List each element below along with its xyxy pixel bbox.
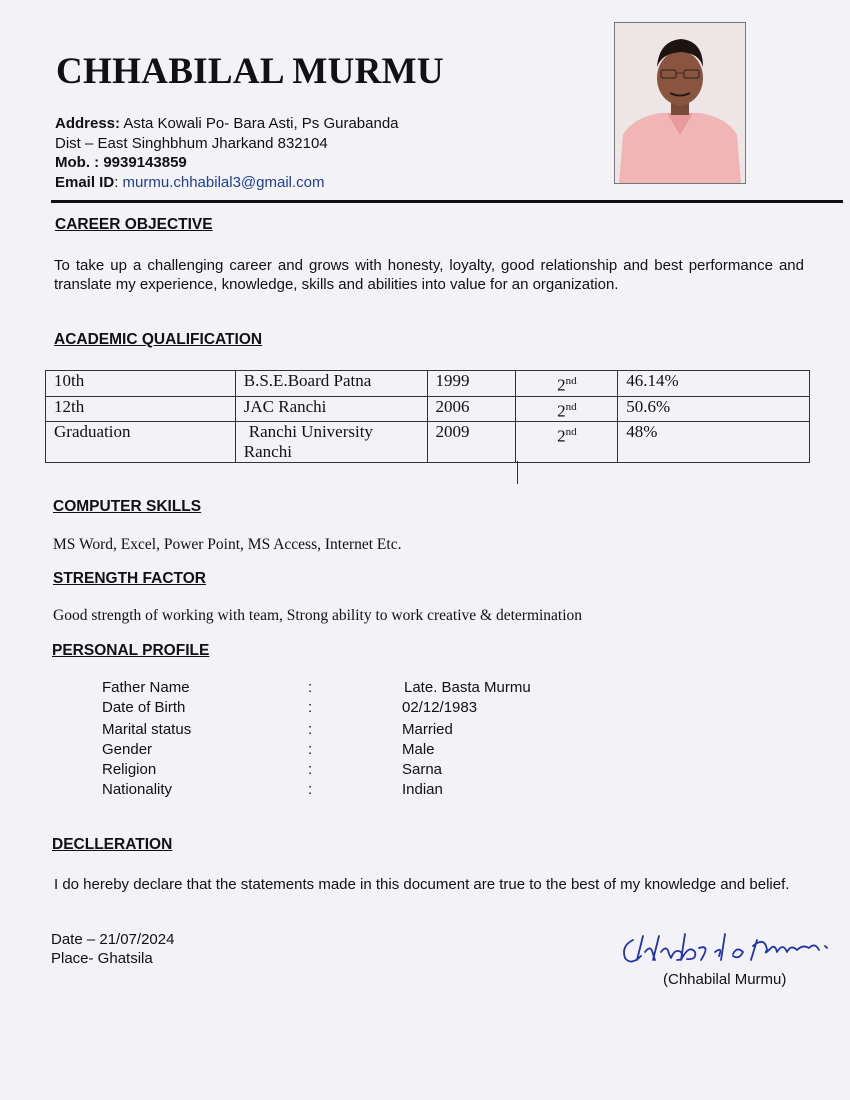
career-objective-heading: CAREER OBJECTIVE <box>55 216 213 233</box>
level-cell: 12th <box>46 396 236 422</box>
personal-profile-heading: PERSONAL PROFILE <box>52 642 210 659</box>
board-cell: B.S.E.Board Patna <box>235 371 427 397</box>
board-cell: JAC Ranchi <box>235 396 427 422</box>
computer-skills-heading: COMPUTER SKILLS <box>53 498 202 515</box>
address-line-2: Dist – East Singhbhum Jharkand 832104 <box>55 134 328 152</box>
table-row <box>46 371 810 397</box>
address-line-1: Asta Kowali Po- Bara Asti, Ps Gurabanda <box>123 115 399 132</box>
handwritten-signature-icon <box>615 926 845 972</box>
percent-cell: 46.14% <box>618 371 810 397</box>
division-cell: 2nd <box>516 422 618 463</box>
computer-skills-text: MS Word, Excel, Power Point, MS Access, Internet Etc. <box>53 536 402 553</box>
career-objective-text: To take up a challenging career and grows with honesty, loyalty, good relationship and best performance and translate my experience, knowledge, skills and abilities into value for an organization. <box>54 257 804 293</box>
address-label: Address: <box>55 115 121 132</box>
mobile-number: 9939143859 <box>103 154 187 171</box>
table-row <box>46 396 810 422</box>
email-label: Email ID <box>55 173 115 191</box>
year-cell: 2006 <box>427 396 516 422</box>
address-row <box>55 114 399 134</box>
person-photo-icon <box>615 23 745 183</box>
division-cell: 2nd <box>516 371 618 397</box>
mobile-label: Mob. : <box>55 154 100 171</box>
declaration-date: Date – 21/07/2024 <box>51 931 175 948</box>
percent-cell: 50.6% <box>618 396 810 422</box>
strength-heading: STRENGTH FACTOR <box>53 570 206 587</box>
profile-photo <box>614 22 746 184</box>
email-address: murmu.chhabilal3@gmail.com <box>122 173 325 191</box>
year-cell: 2009 <box>427 422 516 463</box>
signature-name: (Chhabilal Murmu) <box>663 971 787 988</box>
strength-text: Good strength of working with team, Strong ability to work creative & determination <box>53 607 583 624</box>
declaration-text: I do hereby declare that the statements made in this document are true to the best of my knowledge and belief. <box>54 876 790 893</box>
year-cell: 1999 <box>427 371 516 397</box>
resume-name: CHHABILAL MURMU <box>56 51 444 92</box>
board-cell: Ranchi University Ranchi <box>235 422 427 463</box>
declaration-place: Place- Ghatsila <box>51 950 153 967</box>
division-cell: 2nd <box>516 396 618 422</box>
level-cell: Graduation <box>46 422 236 463</box>
email-row: Email ID: murmu.chhabilal3@gmail.com <box>55 173 325 191</box>
academic-heading: ACADEMIC QUALIFICATION <box>54 331 263 348</box>
header-divider <box>51 200 843 203</box>
contact-block <box>55 114 399 192</box>
declaration-heading: DECLLERATION <box>52 836 173 853</box>
signature-image <box>615 926 845 972</box>
academic-table <box>45 370 810 463</box>
table-stray-line <box>517 461 518 484</box>
percent-cell: 48% <box>618 422 810 463</box>
mobile-row <box>55 153 399 173</box>
level-cell: 10th <box>46 371 236 397</box>
table-row <box>46 422 810 463</box>
